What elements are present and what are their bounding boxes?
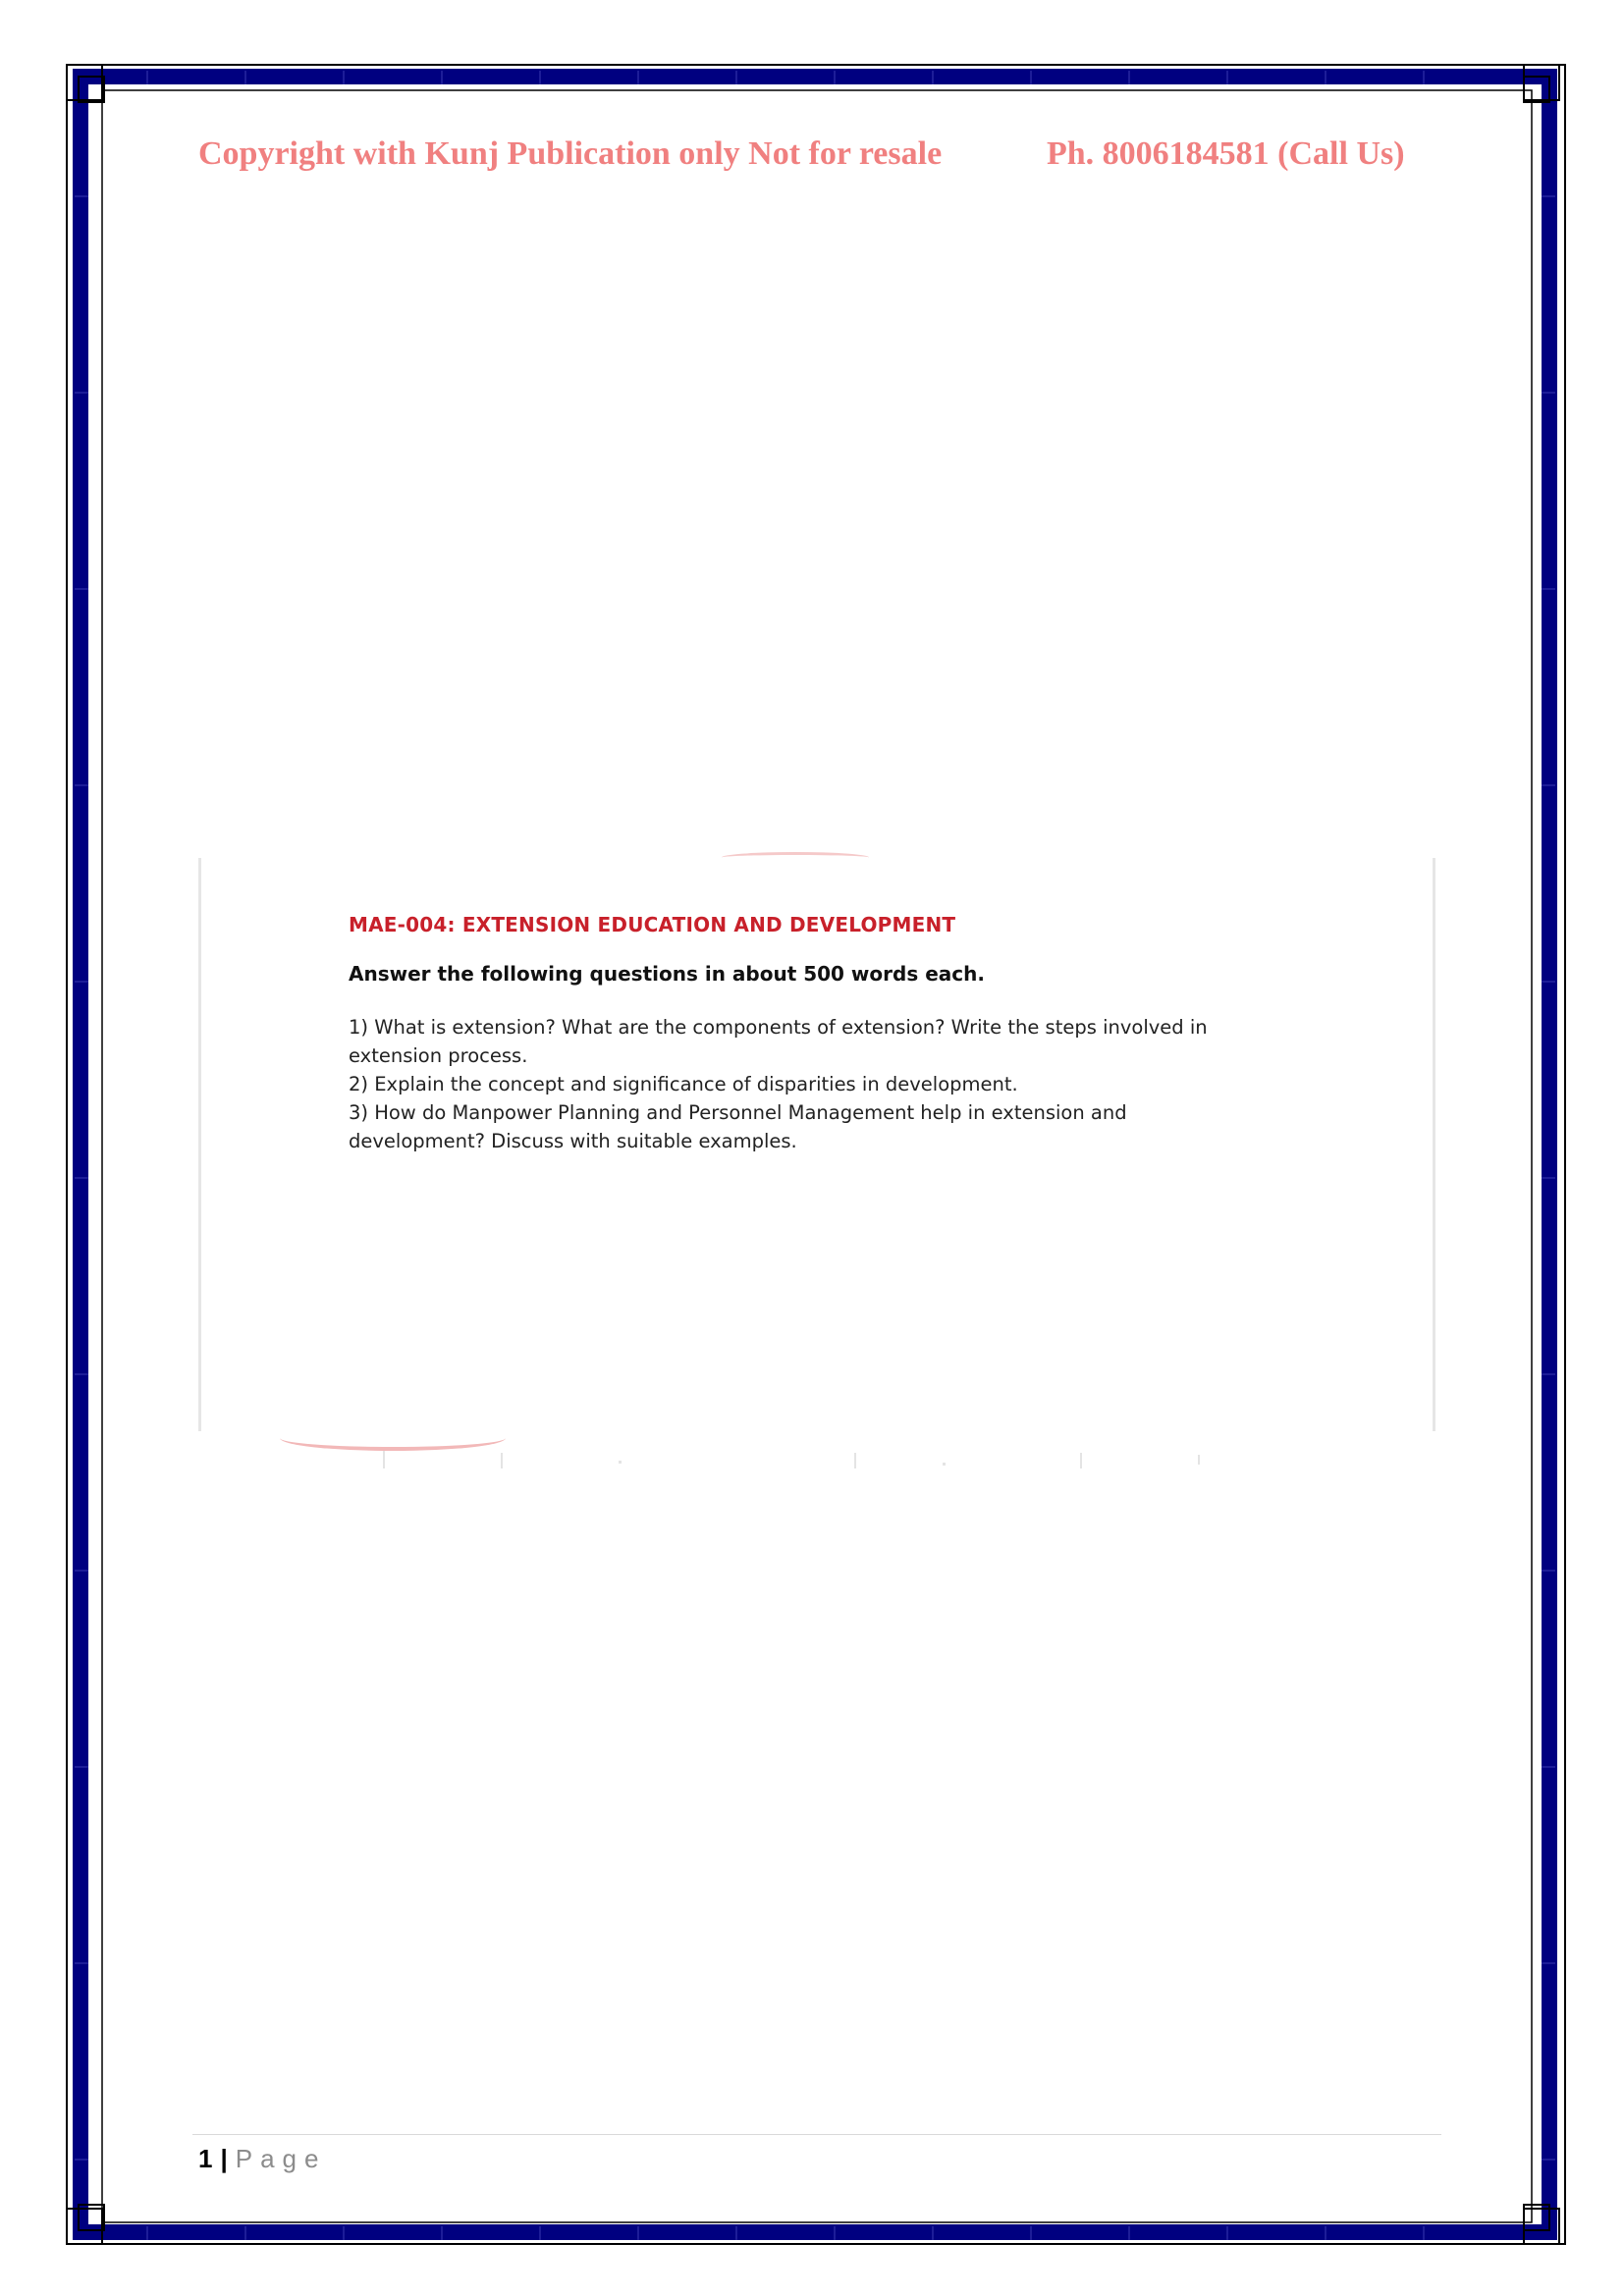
scan-artifacts	[373, 1451, 1257, 1470]
assignment-scan	[198, 858, 1435, 1431]
assignment-title: MAE-004: EXTENSION EDUCATION AND DEVELOPMENT	[349, 913, 956, 936]
question-line: development? Discuss with suitable examples.	[349, 1130, 797, 1152]
question-line: extension process.	[349, 1044, 528, 1067]
question-line: 1) What is extension? What are the components of extension? Write the steps involved in	[349, 1016, 1208, 1039]
footer-separator: |	[220, 2144, 228, 2173]
page-number: 1	[198, 2144, 213, 2173]
page-header	[198, 135, 1435, 185]
page-footer	[198, 2144, 326, 2174]
contact-phone: Ph. 8006184581 (Call Us)	[1047, 135, 1405, 172]
footer-divider	[192, 2134, 1441, 2135]
question-line: 2) Explain the concept and significance of disparities in development.	[349, 1073, 1018, 1095]
copyright-notice: Copyright with Kunj Publication only Not for resale	[198, 135, 943, 172]
page-label: Page	[235, 2144, 327, 2173]
assignment-content	[349, 913, 1330, 1155]
scan-decoration-arc	[722, 852, 869, 863]
assignment-instruction: Answer the following questions in about 500 words each.	[349, 962, 985, 986]
scan-decoration-arc	[280, 1425, 506, 1451]
question-line: 3) How do Manpower Planning and Personnel Management help in extension and	[349, 1101, 1127, 1124]
